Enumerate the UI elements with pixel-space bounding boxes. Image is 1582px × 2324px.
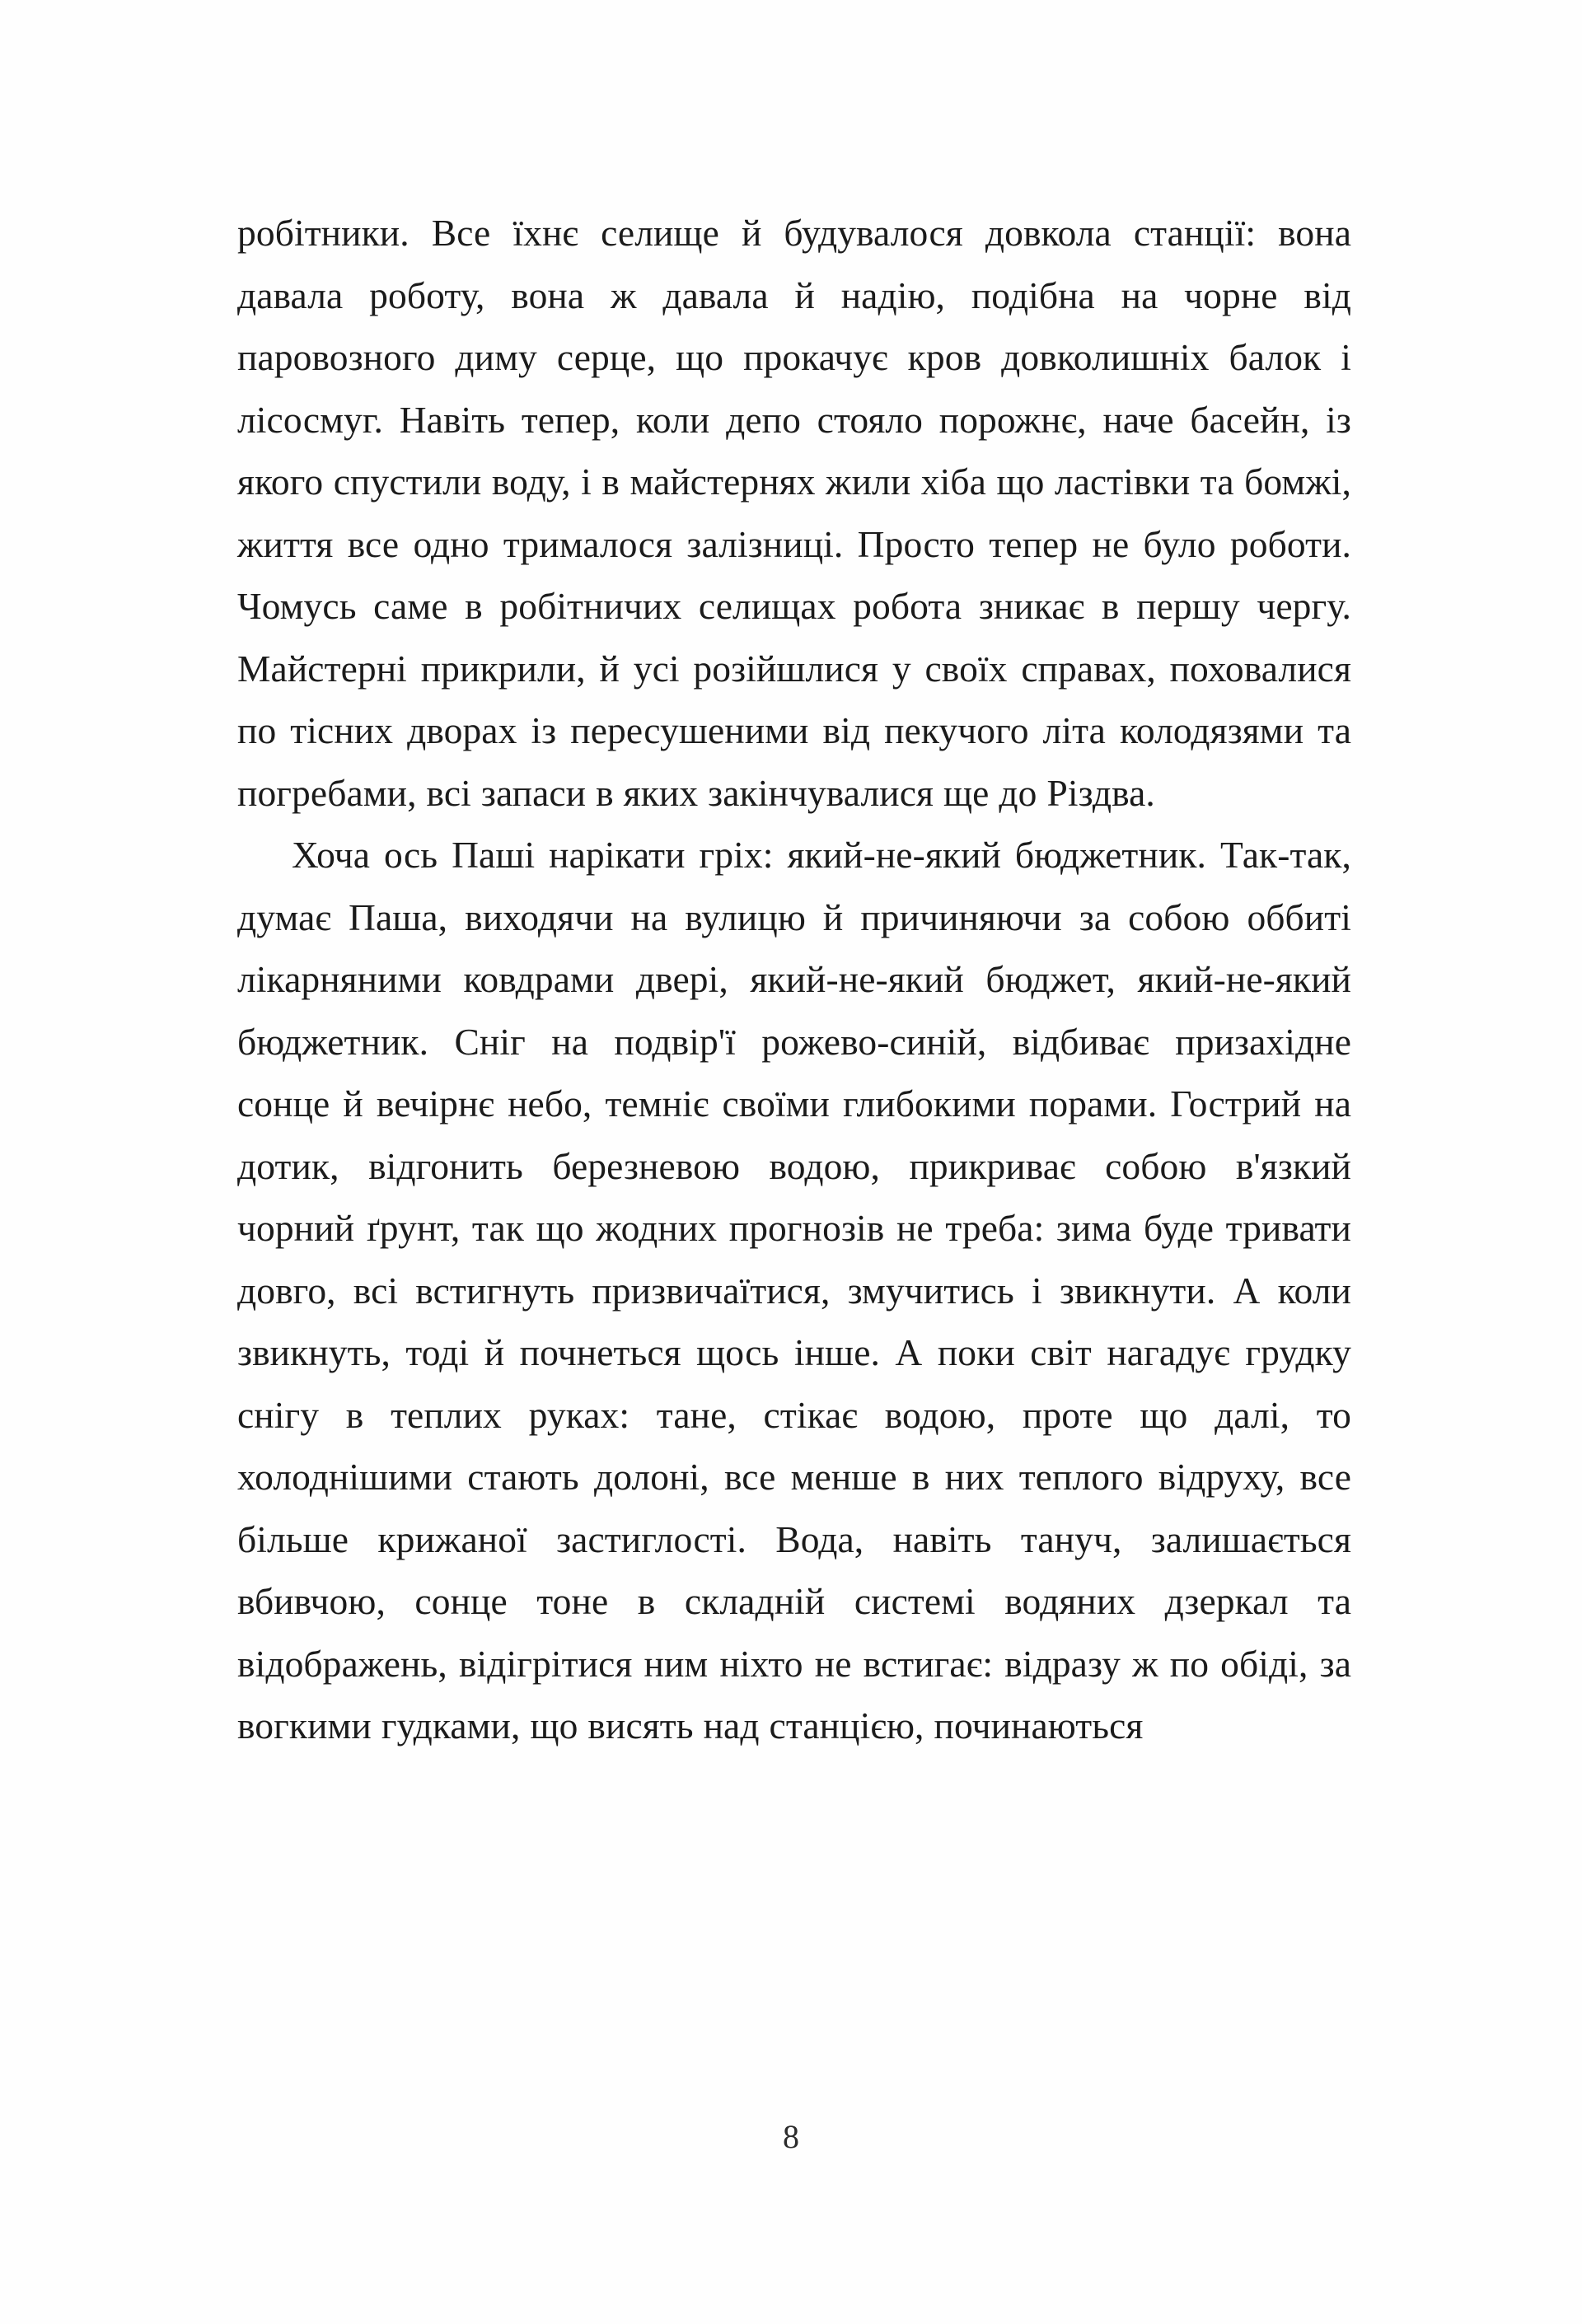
page-number: 8 bbox=[783, 2118, 799, 2155]
paragraph-second: Хоча ось Паші нарікати гріх: який-не-який бюджетник. Так-так, думає Паша, виходячи на вулицю й причиняючи за собою оббиті лікарняними ковдрами двері, який-не-який бюджет, який-не-який бюджетник. Сніг на подвір'ї рожево-синій, відбиває призахідне сонце й вечірнє небо, темніє своїми глибокими порами. Гострий на дотик, відгонить березневою водою, прикриває собою в'язкий чорний ґрунт, так що жодних прогнозів не треба: зима буде тривати довго, всі встигнуть призвичаїтися, змучитись і звикнути. А коли звикнуть, тоді й почнеться щось інше. А поки світ нагадує грудку снігу в теплих руках: тане, стікає водою, проте що далі, то холоднішими стають долоні, все менше в них теплого відруху, все більше крижаної застиглості. Вода, навіть тануч, залишається вбивчою, сонце тоне в складній системі водяних дзеркал та відображень, відігрітися ним ніхто не встигає: відразу ж по обіді, за вогкими гудками, що висять над станцією, починаються bbox=[237, 834, 1351, 1747]
paragraph-continuation: робітники. Все їхнє селище й будувалося довкола станції: вона давала роботу, вона ж давала й надію, подібна на чорне від паровозного диму серце, що прокачує кров довколишніх балок і лісосмуг. Навіть тепер, коли депо стояло порожнє, наче басейн, із якого спустили воду, і в майстернях жили хіба що ластівки та бомжі, життя все одно трималося залізниці. Просто тепер не було роботи. Чомусь саме в робітничих селищах робота зникає в першу чергу. Майстерні прикрили, й усі розійшлися у своїх справах, поховалися по тісних дворах із пересушеними від пекучого літа колодязями та погребами, всі запаси в яких закінчувалися ще до Різдва. bbox=[237, 212, 1351, 814]
page-text-block bbox=[237, 202, 1351, 1757]
